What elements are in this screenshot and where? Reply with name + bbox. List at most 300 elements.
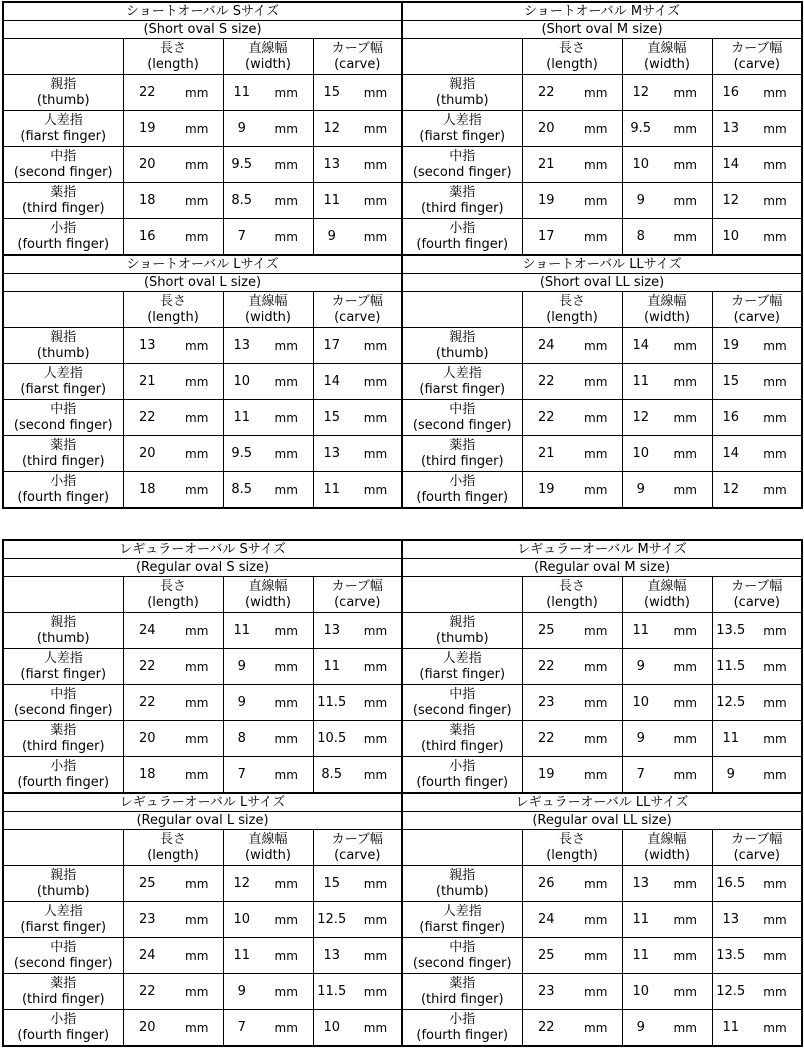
finger-label-jp: 人差指 — [442, 112, 482, 128]
unit-label: mm — [171, 183, 223, 219]
column-header — [712, 577, 802, 613]
finger-label-en: (fiarst finger) — [419, 381, 506, 397]
measurement-value: 13 — [313, 613, 350, 649]
unit-label: mm — [570, 219, 622, 256]
measurement-value: 12 — [622, 75, 659, 111]
table-title-en: (Short oval L size) — [3, 274, 402, 292]
unit-label: mm — [260, 364, 313, 400]
measurement-value: 19 — [522, 757, 570, 794]
table-row — [3, 613, 802, 649]
unit-label: mm — [350, 866, 402, 902]
unit-label: mm — [350, 472, 402, 509]
measurement-value: 12.5 — [313, 902, 350, 938]
finger-label — [3, 75, 123, 111]
table-row — [3, 721, 802, 757]
column-header-en: (width) — [644, 847, 690, 863]
finger-label-jp: 人差指 — [442, 365, 482, 381]
unit-label: mm — [350, 147, 402, 183]
unit-label: mm — [171, 685, 223, 721]
table-row — [3, 364, 802, 400]
finger-label-jp: 小指 — [449, 1011, 476, 1027]
column-header-jp: 直線幅 — [647, 40, 687, 56]
column-header-jp: 長さ — [558, 40, 585, 56]
column-header — [522, 577, 622, 613]
finger-label-en: (second finger) — [13, 955, 113, 971]
column-header-en: (carve) — [334, 594, 381, 610]
column-header — [123, 577, 223, 613]
unit-label: mm — [171, 721, 223, 757]
unit-label: mm — [749, 902, 802, 938]
measurement-value: 13 — [712, 902, 749, 938]
finger-label-en: (fourth finger) — [17, 774, 110, 790]
table-row — [3, 436, 802, 472]
column-header — [622, 39, 712, 75]
column-header-jp: 直線幅 — [248, 831, 288, 847]
table-row — [3, 649, 802, 685]
finger-label — [3, 183, 123, 219]
unit-label: mm — [171, 219, 223, 256]
unit-label: mm — [659, 649, 712, 685]
column-header — [522, 830, 622, 866]
finger-label — [402, 902, 522, 938]
finger-label-jp: 中指 — [449, 686, 476, 702]
measurement-value: 13 — [313, 938, 350, 974]
finger-label-en: (fiarst finger) — [419, 919, 506, 935]
unit-label: mm — [749, 400, 802, 436]
unit-label: mm — [659, 757, 712, 794]
finger-label-jp: 小指 — [449, 758, 476, 774]
finger-label-jp: 親指 — [50, 614, 77, 630]
measurement-value: 12 — [313, 111, 350, 147]
finger-label-en: (thumb) — [435, 345, 489, 361]
column-header-jp: カーブ幅 — [331, 40, 383, 56]
unit-label: mm — [570, 328, 622, 364]
measurement-value: 10 — [622, 974, 659, 1010]
column-header-en: (length) — [147, 56, 199, 72]
unit-label: mm — [570, 613, 622, 649]
measurement-value: 25 — [123, 866, 171, 902]
finger-label — [3, 866, 123, 902]
column-header-en: (length) — [147, 594, 199, 610]
corner-cell — [402, 39, 522, 75]
unit-label: mm — [659, 938, 712, 974]
column-header-jp: 長さ — [558, 293, 585, 309]
finger-label — [3, 685, 123, 721]
finger-label — [3, 938, 123, 974]
finger-label — [3, 613, 123, 649]
measurement-value: 10 — [313, 1010, 350, 1047]
measurement-value: 11 — [313, 472, 350, 509]
measurement-value: 15 — [712, 364, 749, 400]
unit-label: mm — [749, 75, 802, 111]
measurement-value: 12.5 — [712, 685, 749, 721]
measurement-value: 12 — [622, 400, 659, 436]
finger-label — [402, 1010, 522, 1047]
unit-label: mm — [570, 436, 622, 472]
column-header-en: (width) — [644, 594, 690, 610]
unit-label: mm — [570, 400, 622, 436]
measurement-value: 11 — [622, 938, 659, 974]
column-header-jp: 長さ — [159, 831, 186, 847]
measurement-value: 15 — [313, 400, 350, 436]
unit-label: mm — [260, 472, 313, 509]
unit-label: mm — [171, 649, 223, 685]
column-header-jp: 長さ — [159, 293, 186, 309]
column-header-en: (width) — [245, 594, 291, 610]
finger-label-jp: 親指 — [50, 867, 77, 883]
measurement-value: 13 — [313, 436, 350, 472]
column-header — [313, 830, 402, 866]
measurement-value: 23 — [123, 902, 171, 938]
measurement-value: 9 — [223, 649, 260, 685]
table-row — [3, 757, 802, 794]
measurement-value: 11 — [622, 902, 659, 938]
finger-label — [402, 757, 522, 794]
unit-label: mm — [260, 902, 313, 938]
finger-label-jp: 親指 — [449, 867, 476, 883]
column-header-jp: カーブ幅 — [731, 40, 783, 56]
finger-label — [402, 436, 522, 472]
measurement-value: 22 — [123, 685, 171, 721]
finger-label-en: (fourth finger) — [17, 1027, 110, 1043]
measurement-value: 10 — [622, 436, 659, 472]
finger-label-en: (third finger) — [21, 738, 105, 754]
finger-label-jp: 中指 — [449, 148, 476, 164]
measurement-value: 11.5 — [313, 685, 350, 721]
unit-label: mm — [749, 649, 802, 685]
measurement-value: 14 — [313, 364, 350, 400]
measurement-value: 20 — [522, 111, 570, 147]
unit-label: mm — [659, 472, 712, 509]
finger-label — [3, 219, 123, 256]
unit-label: mm — [260, 721, 313, 757]
measurement-value: 20 — [123, 147, 171, 183]
table-row — [3, 685, 802, 721]
finger-label — [402, 649, 522, 685]
table-title-jp: レギュラーオーバル Sサイズ — [3, 540, 402, 559]
column-header-en: (width) — [644, 309, 690, 325]
measurement-value: 11 — [223, 613, 260, 649]
table-title-en: (Regular oval S size) — [3, 559, 402, 577]
measurement-value: 22 — [123, 75, 171, 111]
size-table — [2, 539, 803, 1047]
unit-label: mm — [350, 938, 402, 974]
finger-label-en: (fiarst finger) — [419, 128, 506, 144]
unit-label: mm — [659, 974, 712, 1010]
unit-label: mm — [350, 974, 402, 1010]
measurement-value: 9 — [622, 1010, 659, 1047]
finger-label-jp: 薬指 — [50, 722, 77, 738]
finger-label-en: (third finger) — [21, 453, 105, 469]
unit-label: mm — [171, 938, 223, 974]
column-header-en: (carve) — [733, 594, 780, 610]
finger-label-jp: 小指 — [50, 1011, 77, 1027]
unit-label: mm — [749, 219, 802, 256]
unit-label: mm — [570, 721, 622, 757]
measurement-value: 20 — [123, 436, 171, 472]
table-row — [3, 938, 802, 974]
column-header-jp: 直線幅 — [248, 578, 288, 594]
unit-label: mm — [659, 328, 712, 364]
unit-label: mm — [171, 902, 223, 938]
table-title-jp: ショートオーバル Mサイズ — [402, 2, 802, 21]
column-header-en: (carve) — [733, 56, 780, 72]
finger-label-en: (fourth finger) — [416, 236, 509, 252]
unit-label: mm — [350, 902, 402, 938]
measurement-value: 13 — [712, 111, 749, 147]
finger-label-jp: 人差指 — [43, 903, 83, 919]
measurement-value: 13 — [622, 866, 659, 902]
measurement-value: 7 — [622, 757, 659, 794]
finger-label-jp: 親指 — [449, 76, 476, 92]
measurement-value: 9 — [622, 183, 659, 219]
unit-label: mm — [350, 721, 402, 757]
measurement-value: 22 — [522, 1010, 570, 1047]
measurement-value: 16 — [712, 75, 749, 111]
finger-label-en: (second finger) — [412, 164, 512, 180]
column-header-jp: カーブ幅 — [331, 831, 383, 847]
measurement-value: 12 — [223, 866, 260, 902]
finger-label — [402, 364, 522, 400]
measurement-value: 11 — [712, 721, 749, 757]
column-header-jp: 直線幅 — [647, 293, 687, 309]
measurement-value: 11 — [313, 649, 350, 685]
regular-oval-size-block — [2, 539, 803, 1047]
column-header — [712, 39, 802, 75]
unit-label: mm — [749, 364, 802, 400]
unit-label: mm — [749, 938, 802, 974]
unit-label: mm — [659, 219, 712, 256]
measurement-value: 17 — [522, 219, 570, 256]
measurement-value: 9 — [223, 974, 260, 1010]
measurement-value: 22 — [522, 721, 570, 757]
column-header — [313, 39, 402, 75]
table-title-jp: レギュラーオーバル LLサイズ — [402, 793, 802, 812]
column-header — [123, 830, 223, 866]
measurement-value: 16 — [123, 219, 171, 256]
unit-label: mm — [260, 1010, 313, 1047]
finger-label-jp: 中指 — [449, 401, 476, 417]
unit-label: mm — [350, 649, 402, 685]
measurement-value: 8 — [223, 721, 260, 757]
finger-label-jp: 人差指 — [442, 903, 482, 919]
finger-label — [402, 219, 522, 256]
column-header — [313, 292, 402, 328]
finger-label-en: (fourth finger) — [416, 1027, 509, 1043]
unit-label: mm — [350, 613, 402, 649]
short-oval-size-block — [2, 1, 803, 509]
measurement-value: 22 — [522, 400, 570, 436]
measurement-value: 24 — [522, 328, 570, 364]
table-row — [3, 147, 802, 183]
measurement-value: 9 — [712, 757, 749, 794]
finger-label-jp: 中指 — [50, 939, 77, 955]
finger-label-en: (second finger) — [13, 417, 113, 433]
finger-label-jp: 薬指 — [449, 184, 476, 200]
column-header — [313, 577, 402, 613]
size-table — [2, 1, 803, 509]
finger-label-en: (fiarst finger) — [20, 666, 107, 682]
unit-label: mm — [171, 1010, 223, 1047]
column-header — [123, 39, 223, 75]
table-title-en: (Short oval M size) — [402, 21, 802, 39]
finger-label-en: (fiarst finger) — [419, 666, 506, 682]
column-header-en: (carve) — [334, 56, 381, 72]
finger-label-en: (fourth finger) — [416, 774, 509, 790]
finger-label-en: (second finger) — [412, 702, 512, 718]
table-row — [3, 75, 802, 111]
measurement-value: 10 — [712, 219, 749, 256]
measurement-value: 15 — [313, 866, 350, 902]
column-header-en: (width) — [245, 309, 291, 325]
finger-label — [3, 147, 123, 183]
column-header — [223, 292, 313, 328]
finger-label — [402, 183, 522, 219]
measurement-value: 11.5 — [313, 974, 350, 1010]
finger-label — [402, 472, 522, 509]
finger-label — [402, 685, 522, 721]
column-header-jp: カーブ幅 — [731, 293, 783, 309]
table-title-jp: ショートオーバル Sサイズ — [3, 2, 402, 21]
unit-label: mm — [570, 866, 622, 902]
measurement-value: 19 — [712, 328, 749, 364]
finger-label — [402, 147, 522, 183]
finger-label-en: (third finger) — [21, 991, 105, 1007]
measurement-value: 24 — [123, 613, 171, 649]
measurement-value: 22 — [522, 649, 570, 685]
measurement-value: 16 — [712, 400, 749, 436]
unit-label: mm — [749, 685, 802, 721]
finger-label — [402, 613, 522, 649]
table-row — [3, 328, 802, 364]
finger-label-en: (third finger) — [21, 200, 105, 216]
unit-label: mm — [350, 685, 402, 721]
measurement-value: 10 — [223, 364, 260, 400]
measurement-value: 9 — [622, 721, 659, 757]
finger-label — [3, 472, 123, 509]
finger-label-en: (second finger) — [412, 955, 512, 971]
corner-cell — [402, 830, 522, 866]
column-header-jp: カーブ幅 — [731, 831, 783, 847]
unit-label: mm — [659, 400, 712, 436]
measurement-value: 14 — [622, 328, 659, 364]
finger-label-jp: 人差指 — [43, 365, 83, 381]
unit-label: mm — [350, 364, 402, 400]
unit-label: mm — [749, 1010, 802, 1047]
finger-label-jp: 小指 — [449, 473, 476, 489]
finger-label — [3, 400, 123, 436]
unit-label: mm — [171, 364, 223, 400]
unit-label: mm — [171, 328, 223, 364]
finger-label — [402, 75, 522, 111]
table-title-jp: ショートオーバル LLサイズ — [402, 255, 802, 274]
measurement-value: 12 — [712, 472, 749, 509]
table-row — [3, 183, 802, 219]
column-header — [622, 577, 712, 613]
measurement-value: 19 — [123, 111, 171, 147]
column-header-en: (length) — [147, 309, 199, 325]
finger-label-jp: 中指 — [449, 939, 476, 955]
unit-label: mm — [171, 147, 223, 183]
measurement-value: 11 — [622, 364, 659, 400]
measurement-value: 13.5 — [712, 613, 749, 649]
column-header-en: (width) — [245, 56, 291, 72]
column-header-jp: カーブ幅 — [731, 578, 783, 594]
measurement-value: 11 — [223, 400, 260, 436]
unit-label: mm — [260, 649, 313, 685]
measurement-value: 10 — [622, 147, 659, 183]
table-row — [3, 974, 802, 1010]
finger-label — [3, 757, 123, 794]
unit-label: mm — [749, 757, 802, 794]
unit-label: mm — [171, 757, 223, 794]
finger-label — [3, 111, 123, 147]
finger-label-en: (thumb) — [435, 92, 489, 108]
unit-label: mm — [350, 757, 402, 794]
measurement-value: 7 — [223, 757, 260, 794]
unit-label: mm — [659, 1010, 712, 1047]
table-title-en: (Regular oval L size) — [3, 812, 402, 830]
measurement-value: 22 — [123, 400, 171, 436]
measurement-value: 18 — [123, 472, 171, 509]
table-row — [3, 111, 802, 147]
finger-label-en: (thumb) — [36, 883, 90, 899]
finger-label-en: (third finger) — [420, 738, 504, 754]
measurement-value: 11.5 — [712, 649, 749, 685]
column-header — [223, 39, 313, 75]
unit-label: mm — [659, 685, 712, 721]
unit-label: mm — [260, 147, 313, 183]
unit-label: mm — [659, 902, 712, 938]
unit-label: mm — [171, 75, 223, 111]
unit-label: mm — [260, 685, 313, 721]
finger-label-jp: 薬指 — [449, 975, 476, 991]
table-row — [3, 902, 802, 938]
measurement-value: 17 — [313, 328, 350, 364]
finger-label — [402, 111, 522, 147]
measurement-value: 14 — [712, 147, 749, 183]
measurement-value: 24 — [522, 902, 570, 938]
finger-label-jp: 中指 — [50, 401, 77, 417]
unit-label: mm — [260, 75, 313, 111]
finger-label-jp: 小指 — [449, 220, 476, 236]
measurement-value: 24 — [123, 938, 171, 974]
measurement-value: 26 — [522, 866, 570, 902]
measurement-value: 9 — [313, 219, 350, 256]
unit-label: mm — [659, 147, 712, 183]
measurement-value: 9 — [622, 472, 659, 509]
column-header-jp: 直線幅 — [647, 831, 687, 847]
measurement-value: 9.5 — [622, 111, 659, 147]
measurement-value: 13.5 — [712, 938, 749, 974]
table-row — [3, 400, 802, 436]
finger-label — [402, 938, 522, 974]
finger-label-jp: 小指 — [50, 758, 77, 774]
unit-label: mm — [260, 974, 313, 1010]
unit-label: mm — [659, 183, 712, 219]
measurement-value: 12 — [712, 183, 749, 219]
measurement-value: 13 — [123, 328, 171, 364]
unit-label: mm — [570, 472, 622, 509]
finger-label-jp: 薬指 — [50, 437, 77, 453]
finger-label — [3, 364, 123, 400]
table-title-en: (Short oval S size) — [3, 21, 402, 39]
unit-label: mm — [749, 111, 802, 147]
column-header — [223, 577, 313, 613]
column-header-jp: カーブ幅 — [331, 293, 383, 309]
unit-label: mm — [350, 183, 402, 219]
unit-label: mm — [749, 328, 802, 364]
